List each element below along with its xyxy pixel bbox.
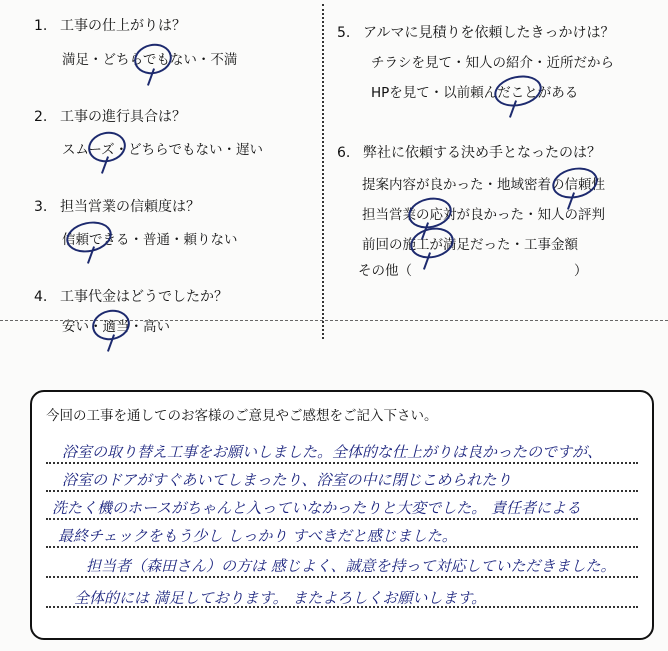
question-label: 担当営業の信頼度は？ <box>60 199 200 215</box>
question-6-options-line-2: 担当営業の応対が良かった・知人の評判 <box>362 207 605 223</box>
selection-mark <box>491 71 544 110</box>
question-number: 4. <box>34 289 48 305</box>
handwritten-comment-line: 担当者（森田さん）の方は 感じよく、誠意を持って対応していただきました。 <box>86 557 616 575</box>
question-number: 6. <box>337 145 351 161</box>
handwritten-comment-line: 最終チェックをもう少し しっかり すべきだと感じました。 <box>58 527 457 545</box>
question-2 <box>34 108 186 126</box>
column-divider <box>322 4 324 339</box>
question-3 <box>34 198 200 216</box>
question-label: 工事の仕上がりは？ <box>60 18 186 34</box>
handwritten-comment-line: 全体的には 満足しております。 またよろしくお願いします。 <box>74 589 487 607</box>
selection-mark <box>407 224 456 262</box>
question-label: 弊社に依頼する決め手となったのは？ <box>363 145 601 161</box>
handwritten-comment-line: 洗たく機のホースがちゃんと入っていなかったりと大変でした。 責任者による <box>52 499 582 517</box>
question-5-options-line-1: チラシを見て・知人の紹介・近所だから <box>371 55 614 71</box>
question-5 <box>337 24 614 42</box>
question-label: アルマに見積りを依頼したきっかけは？ <box>363 25 615 41</box>
selection-mark <box>63 218 114 257</box>
comment-prompt: 今回の工事を通してのお客様のご意見やご感想をご記入下さい。 <box>46 408 438 424</box>
question-1-options: 満足・どちらでもない・不満 <box>62 52 238 68</box>
question-label: 工事の進行具合は？ <box>60 109 186 125</box>
question-4 <box>34 288 228 306</box>
question-number: 3. <box>34 199 48 215</box>
question-5-options-line-2: HPを見て・以前頼んだことがある <box>371 85 579 101</box>
question-6-options-line-1: 提案内容が良かった・地域密着の信頼性 <box>362 177 605 193</box>
question-6-options-line-4: その他（ ） <box>358 263 588 279</box>
question-number: 1. <box>34 18 48 34</box>
question-1 <box>34 17 186 35</box>
question-label: 工事代金はどうでしたか？ <box>60 289 228 305</box>
question-4-options: 安い・適当・高い <box>62 319 170 335</box>
selection-mark <box>549 164 600 203</box>
question-6 <box>337 144 601 162</box>
question-3-options: 信頼できる・普通・頼りない <box>62 232 238 248</box>
question-2-options: スムーズ・どちらでもない・遅い <box>62 142 264 158</box>
question-6-options-line-3: 前回の施工が満足だった・工事金額 <box>362 237 578 253</box>
selection-mark <box>405 194 454 232</box>
handwritten-comment-line: 浴室の取り替え工事をお願いしました。全体的な仕上がりは良かったのですが、 <box>62 443 603 461</box>
handwritten-comment-line: 浴室のドアがすぐあいてしまったり、浴室の中に閉じこめられたり <box>62 471 512 489</box>
question-number: 2. <box>34 109 48 125</box>
question-number: 5. <box>337 25 351 41</box>
